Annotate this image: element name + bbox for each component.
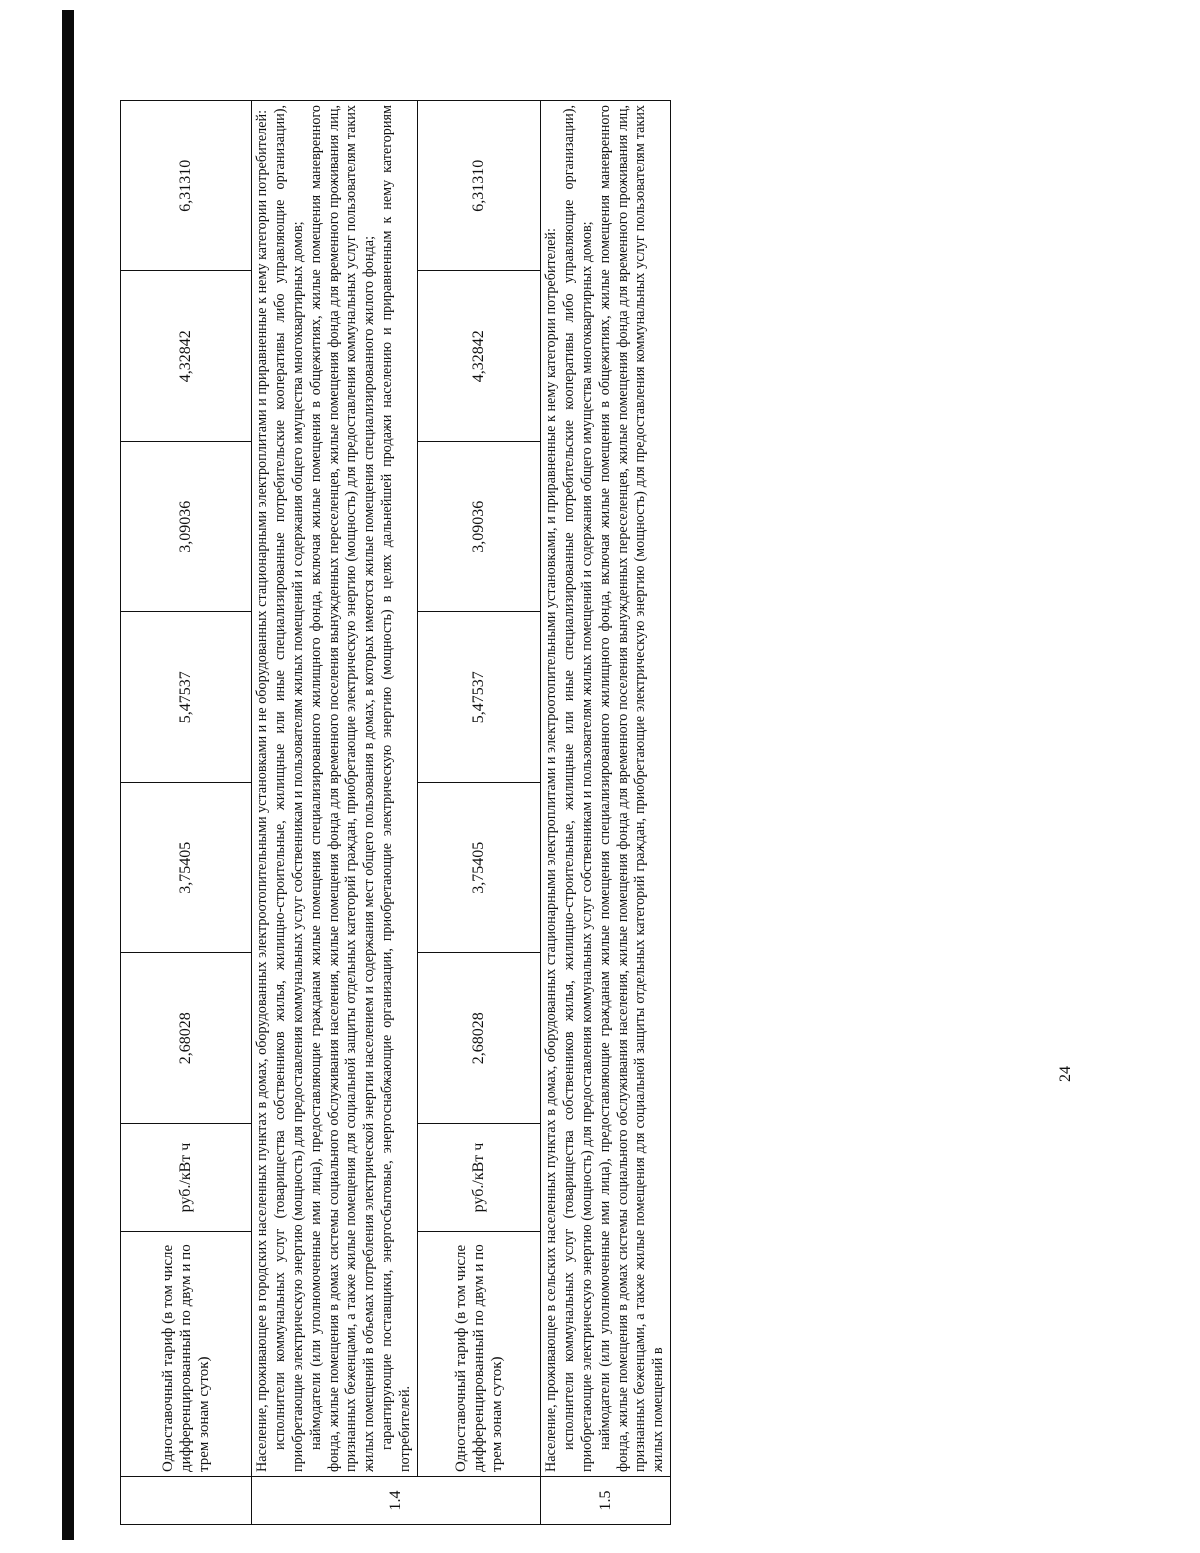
paragraph: гарантирующие поставщики, энергосбытовые, энергоснабжающие организации, приобретающие электрическую энергию (мощность) в целях дальнейшей продажи населению и приравненным к нему категориям потребителей. — [379, 105, 414, 1472]
paragraph: наймодатели (или уполномоченные ими лица), предоставляющие гражданам жилые помещения специализированного жилищного фонда, включая жилые помещения в общежитиях, жилые помещения маневренного фонда, жилые помещения в домах системы социального обслуживания населения, жилые помещения фонда для временного поселения вынужденных переселенцев, жилые помещения фонда для временного проживания лиц, признанных беженцами, а также жилые помещения для социальной защиты отдельных категорий граждан, приобретающие электрическую энергию (мощность) для предоставления коммунальных услуг пользователям таких жилых помещений в объемах потребления электрической энергии населением и содержания мест общего пользования в домах, в которых имеются жилые помещения специализированного жилого фонда; — [307, 105, 378, 1472]
section-description — [252, 101, 418, 1477]
table-row-section-1-4-description — [252, 101, 418, 1525]
tariff-label: Одноставочный тариф (в том числе дифференцированный по двум и по трем зонам суток) — [121, 1232, 252, 1477]
paragraph: Население, проживающее в городских населенных пунктах в домах, оборудованных электроотопительными установками и не оборудованных стационарными электроплитами и приравненные к нему категории потребителей: — [254, 109, 270, 1472]
number-cell-empty — [121, 1477, 252, 1525]
value-cell: 3,09036 — [121, 442, 252, 613]
value-cell: 6,31310 — [121, 101, 252, 272]
unit-cell: руб./кВт ч — [418, 1124, 541, 1232]
value-cell: 4,32842 — [121, 271, 252, 442]
value-cell: 6,31310 — [418, 101, 541, 272]
paragraph: исполнители коммунальных услуг (товарищества собственников жилья, жилищно-строительные, жилищные или иные специализированные потребительские кооперативы либо управляющие организации), приобретающие электрическую энергию (мощность) для предоставления коммунальных услуг собственникам и пользователям жилых помещений и содержания общего имущества многоквартирных домов; — [271, 105, 306, 1472]
page-number: 24 — [1057, 1066, 1074, 1082]
tariff-label: Одноставочный тариф (в том числе дифференцированный по двум и по трем зонам суток) — [418, 1232, 541, 1477]
value-cell: 3,09036 — [418, 442, 541, 613]
rotated-document — [120, 100, 1050, 1525]
table-row-top-tariff — [121, 101, 252, 1525]
table-row-section-1-4-tariff — [418, 101, 541, 1525]
value-cell: 3,75405 — [418, 783, 541, 954]
value-cell: 5,47537 — [418, 612, 541, 783]
table-row-section-1-5-description — [541, 101, 671, 1525]
scan-edge-bar — [62, 10, 74, 1540]
paragraph: исполнители коммунальных услуг (товарищества собственников жилья, жилищно-строительные, жилищные или иные специализированные потребительские кооперативы либо управляющие организации), приобретающие электрическую энергию (мощность) для предоставления коммунальных услуг собственникам и пользователям жилых помещений и содержания общего имущества многоквартирных домов; — [560, 105, 595, 1472]
section-number: 1.4 — [252, 1477, 541, 1525]
unit-cell: руб./кВт ч — [121, 1124, 252, 1232]
section-description — [541, 101, 671, 1477]
value-cell: 2,68028 — [121, 953, 252, 1124]
section-number: 1.5 — [541, 1477, 671, 1525]
value-cell: 2,68028 — [418, 953, 541, 1124]
paragraph: Население, проживающее в сельских населенных пунктах в домах, оборудованных стационарными электроплитами и электроотопительными установками, и приравненные к нему категории потребителей: — [543, 228, 560, 1472]
value-cell: 4,32842 — [418, 271, 541, 442]
value-cell: 3,75405 — [121, 783, 252, 954]
paragraph: наймодатели (или уполномоченные ими лица), предоставляющие гражданам жилые помещения специализированного жилищного фонда, включая жилые помещения в общежитиях, жилые помещения маневренного фонда, жилые помещения в домах системы социального обслуживания населения, жилые помещения фонда для временного поселения вынужденных переселенцев, жилые помещения фонда для временного проживания лиц, признанных беженцами, а также жилые помещения для социальной защиты отдельных категорий граждан, приобретающие электрическую энергию (мощность) для предоставления коммунальных услуг пользователям таких жилых помещений в — [596, 105, 667, 1472]
value-cell: 5,47537 — [121, 612, 252, 783]
tariff-table — [120, 100, 671, 1525]
